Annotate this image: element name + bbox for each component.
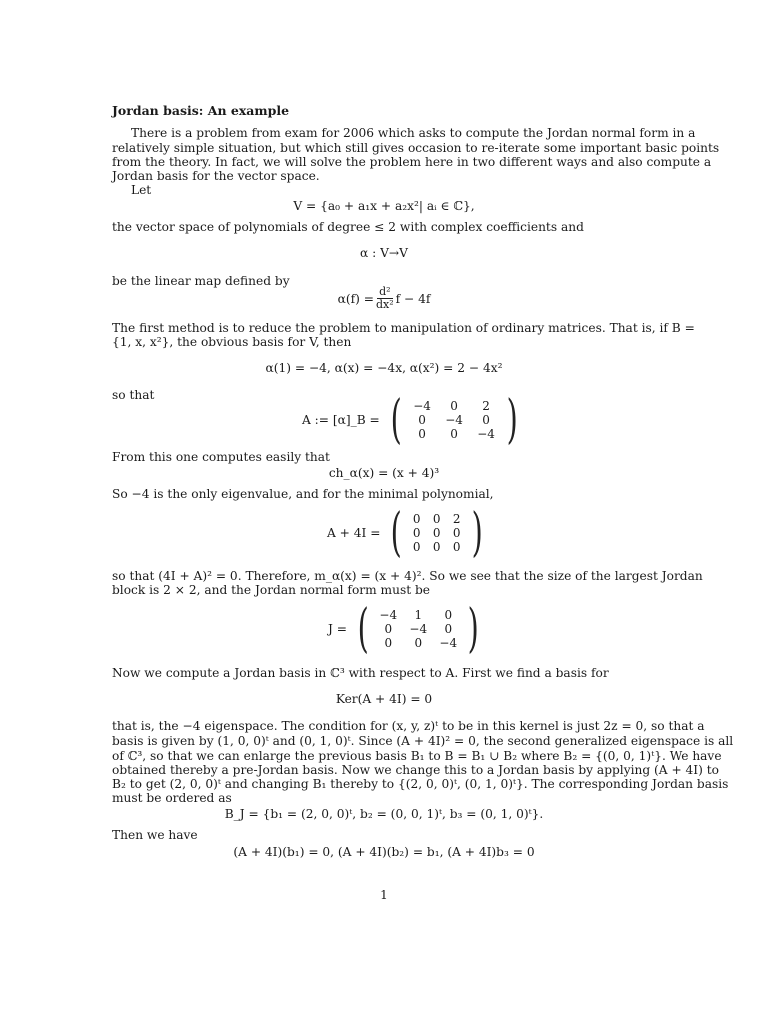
equation-map: α : V→V [360,246,408,260]
matrix-cell: −4 [445,413,463,427]
equation-alpha-rhs: f − 4f [395,291,431,306]
matrix-cell: 0 [432,540,441,554]
left-paren: ( [390,503,403,563]
equation-characteristic: ch_α(x) = (x + 4)³ [328,466,440,480]
paragraph-line: B₂ to get (2, 0, 0)ᵗ and changing B₁ thereby to {(2, 0, 0)ᵗ, (0, 1, 0)ᵗ}. The corresponding Jordan basis [112,777,729,791]
matrix-cell: 0 [384,622,393,636]
paragraph-line: The first method is to reduce the problem to manipulation of ordinary matrices. That is, if B = [112,321,695,335]
matrix-cell: 0 [414,636,423,650]
paragraph-line: block is 2 × 2, and the Jordan normal form must be [112,583,430,597]
left-paren: ( [390,390,402,450]
paragraph-line: that is, the −4 eigenspace. The condition for (x, y, z)ᵗ to be in this kernel is just 2z = 0, so that a [112,719,705,733]
paragraph-line: be the linear map defined by [112,274,290,288]
matrix-label: A := [α]_B = [302,413,380,427]
paragraph-line: Let [131,183,152,197]
matrix-label: A + 4I = [327,526,381,540]
equation-final: (A + 4I)(b₁) = 0, (A + 4I)(b₂) = b₁, (A + 4I)b₃ = 0 [233,845,535,859]
matrix-label: J = [328,622,347,636]
matrix-A [406,399,502,441]
paragraph-line: from the theory. In fact, we will solve the problem here in two different ways and also compute a [112,155,712,169]
matrix-cell: 0 [482,413,490,427]
matrix-cell: −4 [409,622,428,636]
section-heading: Jordan basis: An example [112,103,290,118]
matrix-cell: −4 [477,427,495,441]
paragraph-line: {1, x, x²}, the obvious basis for V, then [112,335,352,349]
right-paren: ) [506,390,518,450]
paragraph-line: Then we have [112,828,198,842]
paragraph-line: the vector space of polynomials of degree ≤ 2 with complex coefficients and [112,220,584,234]
equation-jordan-basis: B_J = {b₁ = (2, 0, 0)ᵗ, b₂ = (0, 0, 1)ᵗ, b₃ = (0, 1, 0)ᵗ}. [224,807,544,821]
equation-alpha-lhs: α(f) = [337,291,374,306]
matrix-A4I-block [327,503,487,563]
matrix-cell: 0 [432,526,441,540]
fraction-numerator: d² [379,285,391,298]
equation-vector-space: V = {a₀ + a₁x + a₂x²| aᵢ ∈ ℂ}, [293,199,475,213]
paragraph-line: Now we compute a Jordan basis in ℂ³ with respect to A. First we find a basis for [112,666,609,680]
left-paren: ( [357,599,369,659]
matrix-cell: 1 [414,608,423,622]
paragraph-line: must be ordered as [112,791,232,805]
matrix-cell: 0 [444,608,453,622]
matrix-cell: 0 [444,622,453,636]
matrix-J-block [328,599,484,659]
matrix-cell: 0 [418,413,426,427]
paragraph-line: basis is given by (1, 0, 0)ᵗ and (0, 1, 0)ᵗ. Since (A + 4I)² = 0, the second generalized eigenspace is all [112,734,734,748]
matrix-cell: 0 [452,526,461,540]
paragraph-line: so that (4I + A)² = 0. Therefore, m_α(x) = (x + 4)². So we see that the size of the largest Jordan [112,569,703,583]
paragraph-line: Jordan basis for the vector space. [112,169,320,183]
matrix-cell: 0 [418,427,426,441]
derivative-fraction [376,286,394,311]
matrix-cell: −4 [439,636,458,650]
matrix-A-plus-4I [407,512,467,554]
page-number: 1 [380,888,388,902]
matrix-J [373,608,463,650]
paragraph-line: of ℂ³, so that we can enlarge the previous basis B₁ to B = B₁ ∪ B₂ where B₂ = {(0, 0, 1)ᵗ}. We have [112,749,722,763]
fraction-denominator: dx² [375,298,394,311]
matrix-cell: −4 [413,399,431,413]
matrix-cell: 2 [482,399,490,413]
matrix-cell: 0 [450,427,458,441]
paragraph-line: relatively simple situation, but which still gives occasion to re-iterate some important basic points [112,141,720,155]
matrix-cell: 0 [452,540,461,554]
matrix-cell: 0 [412,526,421,540]
matrix-cell: 0 [450,399,458,413]
matrix-cell: −4 [379,608,398,622]
paragraph-line: From this one computes easily that [112,450,330,464]
matrix-A-block [302,390,522,450]
equation-kernel: Ker(A + 4I) = 0 [335,692,433,706]
equation-images: α(1) = −4, α(x) = −4x, α(x²) = 2 − 4x² [265,361,503,375]
matrix-cell: 0 [384,636,393,650]
matrix-cell: 0 [412,540,421,554]
paragraph-line: So −4 is the only eigenvalue, and for the minimal polynomial, [112,487,494,501]
matrix-cell: 0 [432,512,441,526]
right-paren: ) [467,599,480,659]
paragraph-line: There is a problem from exam for 2006 which asks to compute the Jordan normal form in a [131,126,696,140]
paragraph-line: obtained thereby a pre-Jordan basis. Now we change this to a Jordan basis by applying (A + 4I) to [112,763,719,777]
matrix-cell: 0 [412,512,421,526]
matrix-cell: 2 [452,512,461,526]
equation-alpha-def [0,286,768,311]
right-paren: ) [471,503,483,563]
paragraph-line: so that [112,388,155,402]
